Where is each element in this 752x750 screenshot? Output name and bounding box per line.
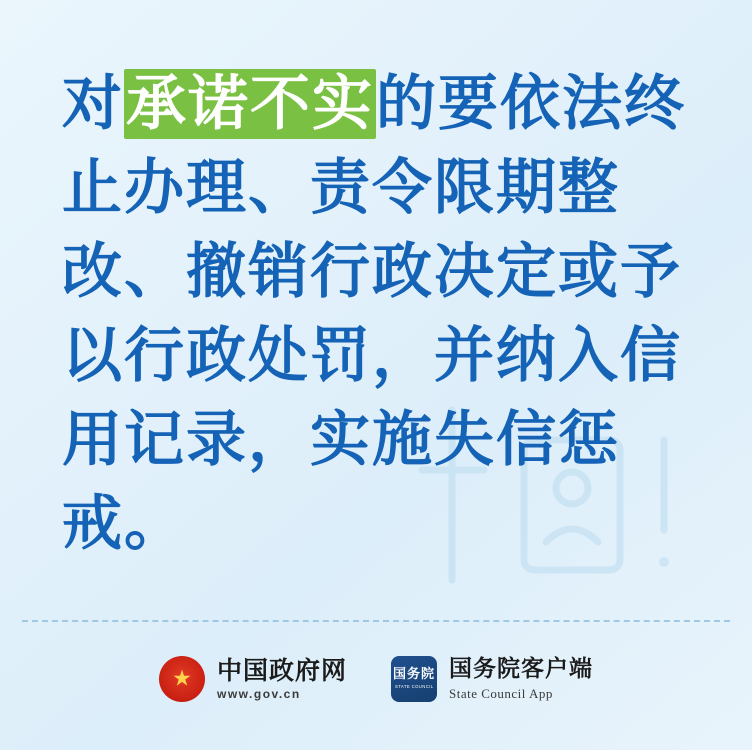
gov-site-name-cn: 中国政府网 — [216, 655, 347, 685]
poster-headline — [62, 62, 694, 566]
state-council-app-text — [449, 657, 593, 702]
footer-divider — [22, 620, 730, 622]
headline-highlight: 承诺不实 — [126, 69, 374, 139]
app-name-cn: 国务院客户端 — [449, 655, 593, 682]
gov-site-text — [217, 657, 347, 702]
app-name-en: State Council App — [449, 686, 553, 701]
national-emblem-icon — [159, 656, 205, 702]
app-icon-label-en: STATE COUNCIL — [394, 684, 434, 689]
gov-site-brand[interactable] — [159, 656, 347, 702]
state-council-app-icon — [391, 656, 437, 702]
app-icon-label-cn: 国务院 — [392, 667, 435, 683]
gov-site-name-en: www.gov.cn — [216, 687, 301, 702]
headline-after: 的要依法终止办理、责令限期整改、撤销行政决定或予以行政处罚，并纳入信用记录，实施失信惩戒。 — [62, 69, 686, 559]
footer — [0, 636, 752, 722]
headline-before: 对 — [62, 69, 124, 139]
state-council-app-brand[interactable] — [391, 656, 593, 702]
